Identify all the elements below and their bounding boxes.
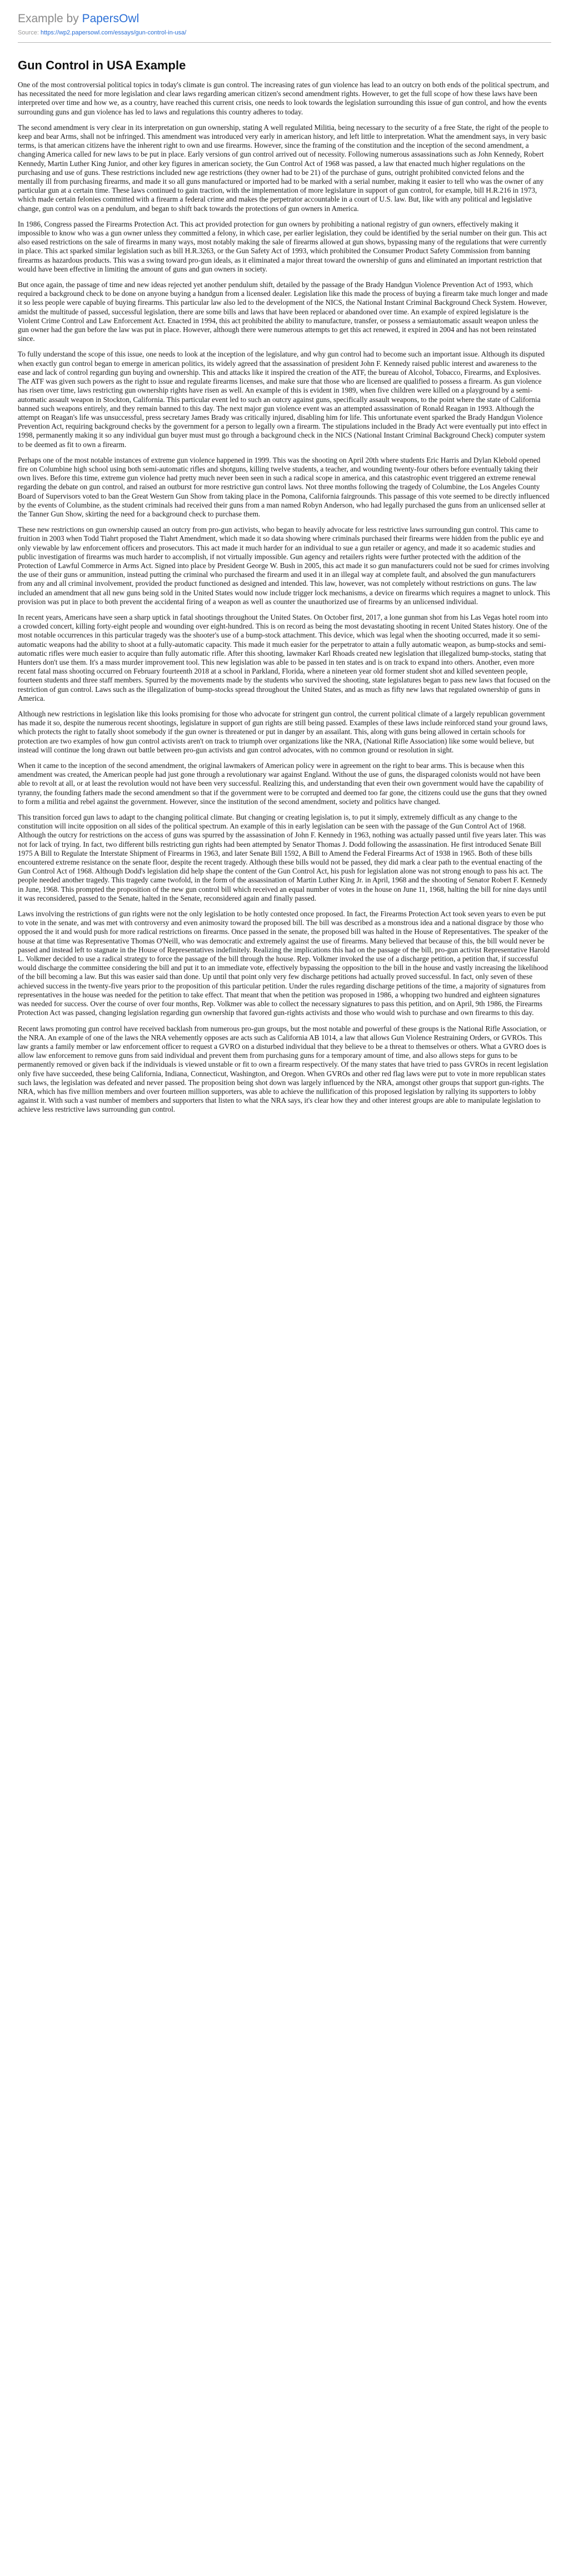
paragraph: Recent laws promoting gun control have received backlash from numerous pro-gun groups, but the most notable and powerful of these groups is the National Rifle Association, or the NRA. An example of one of the laws the NRA vehemently opposes are acts such as California AB 1014, a law that allows Gun Violence Restraining Orders, or GVROs. This law grants a family member or law enforcement officer to request a GVRO on a disturbed individual that they believe to be a threat to themselves or others. What a GVRO does is allow law enforcement to remove guns from said individual and prevent them from purchasing guns for a temporary amount of time, and also allows steps for guns to be permanently removed or given back if the individuals is viewed unstable or fit to own a firearm respectively. Of the many states that have tried to pass GVROs in recent legislation only five have succeeded, these being California, Indiana, Connecticut, Washington, and Oregon. When GVROs and other red flag laws were put to vote in more republican states such laws, the legislation was defeated and never passed. The proposition being shot down was largely influenced by the NRA, amongst other groups that support gun-rights. The NRA, which has five million members and over fourteen million supporters, was able to achieve the nullification of this proposed legislation by rallying its supporters to lobby against it. With such a vast number of members and supporters that listen to what the NRA says, it's clear how they and other interest groups are able to manipulate legislation to achieve less restrictive laws surrounding gun control. bbox=[18, 1024, 548, 1114]
article-body bbox=[18, 81, 551, 1114]
paragraph: These new restrictions on gun ownership caused an outcry from pro-gun activists, who began to heavily advocate for less restrictive laws surrounding gun control. This came to fruition in 2003 when Todd Tiahrt proposed the Tiahrt Amendment, which made it so data showing where criminals purchased their firearms were hidden from the public eye and only viewable by law enforcement officers and prosecutors. This act made it much harder for an individual to sue a gun retailer or agency, and made it so academic studies and public investigation of firearms was much harder to accomplish, if not virtually impossible. Gun agency and retailers rights were further protected with the addition of the Protection of Lawful Commerce in Arms Act. Signed into place by President George W. Bush in 2005, this act made it so gun manufacturers could not be sued for crimes involving the use of their guns or ammunition, instead putting the criminal who purchased the firearm and used it in an illegal way at complete fault, and absolved the gun manufacturers from any and all criminal involvement, provided the product functioned as designed and intended. This law, however, was not completely without restrictions on guns. The law included an amendment that all new guns being sold in the United States would now include trigger lock mechanisms, a device on firearms which requires a magnet to unlock. This provision was put in place to both prevent the accidental firing of a weapon as well as counter the unauthorized use of firearms by an unlicensed individual. bbox=[18, 525, 550, 606]
source-link[interactable]: https://wp2.papersowl.com/essays/gun-control-in-usa/ bbox=[40, 29, 187, 36]
paragraph: To fully understand the scope of this issue, one needs to look at the inception of the legislature, and why gun control had to become such an important issue. Although its disputed when exactly gun control began to emerge in american politics, its widely agreed that the assassination of president John F. Kennedy raised public interest and awareness to the ease and lack of control regarding gun buying and ownership. This and attacks like it inspired the creation of the ATF, the bureau of Alcohol, Tobacco, Firearms, and Explosives. The ATF was given such powers as the right to issue and regulate firearms licenses, and make sure that those who are licensed are qualified to possess a firearm. As gun violence has risen over time, laws restricting gun ownership rights have risen as well. An example of this is evident in 1989, when five children were killed on a playground by a semi-automatic assault weapon in Stockton, California. This particular event led to such an outcry against guns, specifically assault weapons, to the point where the state of California banned such weapons entirely, and they remain banned to this day. The next major gun violence event was an attempted assassination of Ronald Reagan in 1993. Although the attempt on Reagan's life was unsuccessful, press secretary James Brady was critically injured, disabling him for life. This unfortunate event sparked the Brady Handgun Violence Prevention Act, requiring background checks by the government for a person to legally own a firearm. The stipulations included in the Brady Act were eventually put into effect in 1998, permanently making it so any individual gun buyer must must go through a background check in the NICS (National Instant Criminal Background Check) computer system to be deemed as fit to own a firearm. bbox=[18, 350, 547, 449]
paragraph: In recent years, Americans have seen a sharp uptick in fatal shootings throughout the United States. On October first, 2017, a lone gunman shot from his Las Vegas hotel room into a crowded concert, killing forty-eight people and wounding over eight-hundred. This is on record as being the most devastating shooting in recent United States history. One of the most notable occurrences in this particular tragedy was the shooter's use of a bump-stock attachment. This device, which was legal when the shooting occurred, made it so semi-automatic weapons had the ability to shoot at a fully-automatic capacity. This made it much easier for the perpetrator to attain a fully automatic weapon, as bump-stocks and semi-automatic rifles were much easier to acquire than fully automatic rifle. After this shooting, lawmaker Karl Rhoads created new legislation that illegalized bump-stocks, stating that Hunters don't use them. It's a mass murder improvement tool. This new legislation was able to be passed in ten states and is on track to expand into others. Another, even more recent fatal mass shooting occurred on February fourteenth 2018 at a school in Parkland, Florida, where a nineteen year old former student shot and killed seventeen people, fourteen students and three staff members. Spurred by the movements made by the students who survived the shooting, state legislatures began to pass new laws that focused on the restriction of gun control. Laws such as the illegalization of bump-stocks spread throughout the United States, and as much as fifty new laws that regulated ownership of guns in America. bbox=[18, 612, 551, 702]
paragraph: In 1986, Congress passed the Firearms Protection Act. This act provided protection for gun owners by prohibiting a national registry of gun owners, effectively making it impossible to know who was a gun owner unless they committed a felony, in which case, per earlier legislation, they could be identified by the serial number on their gun. This act also eased restrictions on the sale of firearms in many ways, most notably making the sale of firearms allowed at gun shows, bypassing many of the regulations that were currently in place. This act sparked similar legislation such as bill H.R.3263, or the Gun Safety Act of 1993, which prohibited the Consumer Product Safety Commission from banning firearms as hazardous products. This was a swing toward pro-gun ideals, as it eliminated a major threat toward the ownership of guns and eliminated an important restriction that would have been effective in limiting the amount of guns and gun owners in society. bbox=[18, 219, 547, 273]
paragraph: Perhaps one of the most notable instances of extreme gun violence happened in 1999. This was the shooting on April 20th where students Eric Harris and Dylan Klebold opened fire on Columbine high school using both semi-automatic rifles and shotguns, killing twelve students, a teacher, and wounding twenty-four others before eventually taking their own lives. Before this time, extreme gun violence had pretty much never been seen in such a radical scope in america, and this catastrophic event triggered an extreme renewal regarding the debate on gun control, and raised an outburst for more restrictive gun control laws. Not three months following the tragedy of Columbine, the Los Angeles County Board of Supervisors voted to ban the Great Western Gun Show from taking place in the Pomona, California fairgrounds. This passage of this vote seemed to be directly influenced by the events of Columbine, as the student criminals had received their guns from a man named Robyn Anderson, who had legally purchased the guns from an unlicensed seller at the Tanner Gun Show, skirting the need for a background check to purchase them. bbox=[18, 455, 550, 518]
paragraph: When it came to the inception of the second amendment, the original lawmakers of American policy were in agreement on the right to bear arms. This is because when this amendment was created, the American people had just gone through a revolutionary war against England. Without the use of guns, the disparaged colonists would not have been able to revolt at all, or at least the revolution would not have been very successful. Realizing this, and understanding that even their own government would have the capability of tyranny, the founding fathers made the second amendment so that if the government were to be corrupted and deemed too far gone, the citizens could use the guns that they owned to form a militia and rebel against the government. However, since the institution of the second amendment, society and politics have changed. bbox=[18, 761, 547, 806]
paragraph: This transition forced gun laws to adapt to the changing political climate. But changing or creating legislation is, to put it simply, extremely difficult as any change to the constitution will incite opposition on all sides of the political spectrum. An example of this in early legislation can be seen with the passage of the Gun Control Act of 1968. Although the outcry for restrictions on the access of guns was spurred by the assassination of John F. Kennedy in 1963, nothing was actually passed until five years later. This was not for lack of trying. In fact, two different bills restricting gun rights had been attempted by Senator Thomas J. Dodd following the assassination. He first introduced Senate Bill 1975 A Bill to Regulate the Interstate Shipment of Firearms in 1963, and later Senate Bill 1592, A Bill to Amend the Federal Firearms Act of 1938 in 1965. Both of these bills encountered extreme resistance on the senate floor, despite the recent tragedy. Although these bills would not be passed, they did mark a clear path to the eventual enacting of the Gun Control Act of 1968. Although Dodd's legislation did help shape the content of the Gun Control Act, his push for legislation alone was not strong enough to pass his act. The people needed another tragedy. This tragedy came twofold, in the form of the assassination of Martin Luther King Jr. in April, 1968 and the shooting of Senator Robert F. Kennedy in June, 1968. This prompted the proposition of the new gun control bill which received an equal number of votes in the house on June 11, 1968, halting the bill for nine days until it was reconsidered, passed to the Senate, halted in the Senate, reconsidered again and finally passed. bbox=[18, 813, 547, 902]
paragraph: Laws involving the restrictions of gun rights were not the only legislation to be hotly contested once proposed. In fact, the Firearms Protection Act took seven years to even be put to vote in the senate, and was met with controversy and even animosity toward the proposed bill. The bill was described as a monstrous idea and a national disgrace by those who opposed the it and would push for more radical restrictions on firearms. Once passed in the senate, the proposed bill was halted in the House of Representatives. The speaker of the house at that time was Representative Thomas O'Neill, who was democratic and extremely against the use of firearms. Many believed that because of this, the bill would never be passed and instead left to stagnate in the House of Representatives indefinitely. Realizing the implications this had on the passage of the bill, pro-gun activist Representative Harold L. Volkmer decided to use a radical strategy to force the passage of the bill through the house. Rep. Volkmer invoked the use of a discharge petition, a petition that, if successful would discharge the committee considering the bill and put it to an immediate vote, effectively bypassing the opposition to the bill in the house and vastly increasing the likelihood of the bill becoming a law. But this was easier said than done. Up until that point only very few discharge petitions had actually proved successful. In fact, only seven of these achieved success in the twenty-five years prior to the proposition of this particular petition. Under the rules regarding discharge petitions of the time, a majority of signatures from representatives in the house was needed for the petition to take effect. That meant that when the petition was proposed in 1986, a whopping two hundred and eighteen signatures was needed for success. Over the course of over four months, Rep. Volkmer was able to collect the necessary signatures to pass this petition, and on April, 9th 1986, the Firearms Protection Act was passed, changing legislation regarding gun ownership that favored gun-rights activists and those who would wish to purchase and own firearms to this day. bbox=[18, 910, 550, 1017]
source-label: Source: bbox=[18, 29, 39, 36]
paragraph: The second amendment is very clear in its interpretation on gun ownership, stating A well regulated Militia, being necessary to the security of a free State, the right of the people to keep and bear Arms, shall not be infringed. This amendment was introduced very early in american history, and left little to interpretation. What the amendment says, in very basic terms, is that american citizens have the inherent right to own and use firearms. However, since the framing of the constitution and the inception of the second amendment, a changing America called for new laws to be put in place. Early versions of gun control arrived out of necessity. Following numerous assassinations such as John Kennedy, Robert Kennedy, Martin Luther King Junior, and other key figures in american society, the Gun Control Act of 1968 was passed, a law that enacted much higher regulations on the purchasing and use of guns. These restrictions included new age restrictions (they owner had to be 21) of the purchase of guns, outright prohibited convicted felons and the mentally ill from purchasing firearms, and made it so all guns manufactured or imported had to be marked with a serial number, making it easier to tell who was the owner of any particular gun at a certain time. These laws continued to gain traction, with the implementation of more legislature in support of gun control, for example, bill H.R.216 in 1973, which made certain felonies committed with a firearm a federal crime and makes the perpetrator accountable in a court of U.S. law. But, like with any political and legislative change, gun control was on a pendulum, and began to shift back towards the protections of gun owners in America. bbox=[18, 123, 548, 213]
example-by-label: Example by bbox=[18, 12, 79, 25]
example-by-line bbox=[18, 11, 551, 27]
brand-link[interactable]: PapersOwl bbox=[82, 12, 139, 25]
paragraph: One of the most controversial political topics in today's climate is gun control. The increasing rates of gun violence has lead to an outcry on both ends of the political spectrum, and has necessitated the need for more legislation and clear laws regarding american citizen's second amendment rights. However, to get the full scope of how these laws have been interpreted over time and how we, as a country, have reached this current crisis, one needs to look towards the legislation surrounding this issue of gun control, and how the events surrounding guns and gun violence has led to laws and regulations this country adheres to today. bbox=[18, 81, 549, 116]
header-divider bbox=[18, 42, 551, 43]
document-page bbox=[0, 0, 569, 1132]
source-line bbox=[18, 29, 551, 37]
paragraph: But once again, the passage of time and new ideas rejected yet another pendulum shift, detailed by the passage of the Brady Handgun Violence Prevention Act of 1993, which required a background check to be done on anyone buying a handgun from a licensed dealer. Legislation like this made the process of buying a firearm take much longer and made it so less people were capable of buying firearms. This particular law also led to the development of the NICS, the National Instant Criminal Background Check System. However, amidst the multitude of passed, successful legislation, there are some bills and laws that have been replaced or abandoned over time. An example of expired legislature is the Violent Crime Control and Law Enforcement Act. Enacted in 1994, this act prohibited the ability to manufacture, transfer, or possess a semiautomatic assault weapon unless the gun owner had the gun before the law was put in place. However, although there were numerous attempts to get this act renewed, it expired in 2004 and has not been reinstated since. bbox=[18, 280, 548, 343]
article-title: Gun Control in USA Example bbox=[18, 58, 186, 72]
source-header bbox=[18, 11, 551, 37]
paragraph: Although new restrictions in legislation like this looks promising for those who advocate for stringent gun control, the current political climate of a largely republican government has made it so, despite the numerous recent shootings, legislature in support of gun rights are still being passed. Examples of these laws include reinforced stand your ground laws, which protects the right to fatally shoot somebody if the gun owner is threatened or put in danger by an assailant. This, along with guns being allowed in certain schools for protection are two examples of how gun control activists aren't on track to triumph over organizations like the NRA, (National Rifle Association) like some would believe, but instead will continue the long drawn out battle between pro-gun activists and gun control advocates, with no common ground or resolution in sight. bbox=[18, 710, 548, 754]
